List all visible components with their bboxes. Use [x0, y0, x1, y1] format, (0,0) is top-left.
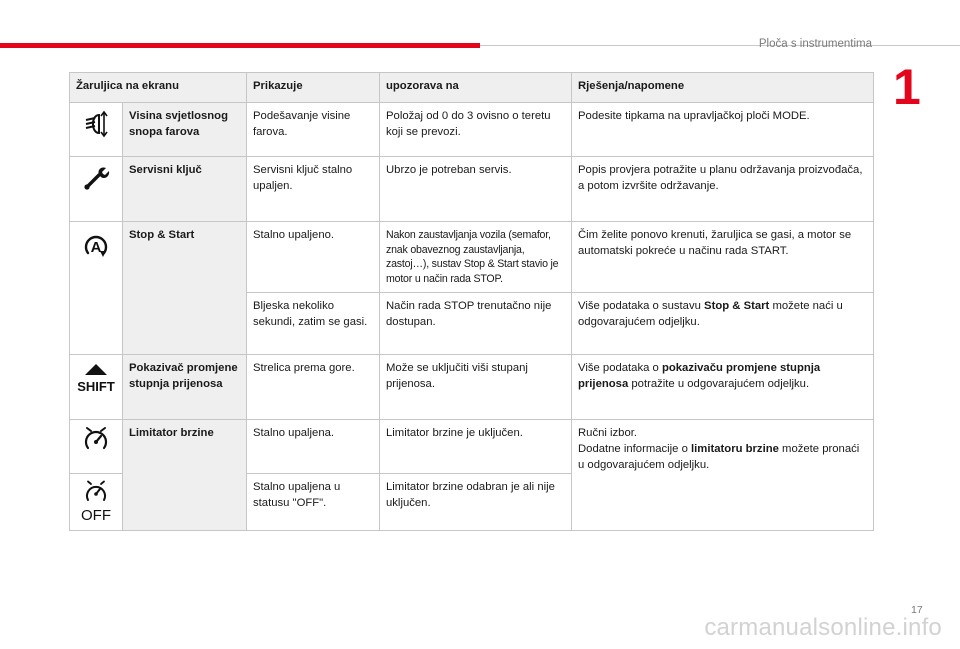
lamp-shows: Podešavanje visine farova.: [247, 103, 380, 157]
svg-text:OFF: OFF: [81, 507, 111, 525]
lamp-name: Servisni ključ: [123, 157, 247, 222]
lamp-shows: Strelica prema gore.: [247, 355, 380, 420]
table-row: [70, 157, 874, 222]
chapter-number: 1: [893, 59, 921, 115]
svg-text:SHIFT: SHIFT: [77, 379, 115, 395]
lamp-solution: Više podataka o sustavu Stop & Start možete naći u odgovarajućem odjeljku.: [572, 293, 874, 355]
lamp-shows: Stalno upaljena u statusu "OFF".: [247, 474, 380, 531]
table-row: [70, 355, 874, 420]
warning-lamps-table: [69, 72, 874, 531]
lamp-warns: Limitator brzine odabran je ali nije uključen.: [380, 474, 572, 531]
gear-shift-up-arrow-icon: [70, 355, 123, 420]
table-header-row: [70, 73, 874, 103]
lamp-warns: Način rada STOP trenutačno nije dostupan.: [380, 293, 572, 355]
header-solution: Rješenja/napomene: [572, 73, 874, 103]
lamp-solution: Ručni izbor. Dodatne informacije o limitatoru brzine možete pronaći u odgovarajućem odjeljku.: [572, 420, 874, 531]
table-row: [70, 103, 874, 157]
table-row: [70, 420, 874, 474]
watermark: carmanualsonline.info: [704, 614, 942, 641]
header-shows: Prikazuje: [247, 73, 380, 103]
header-divider: [480, 45, 960, 46]
lamp-warns: Ubrzo je potreban servis.: [380, 157, 572, 222]
lamp-name: Visina svjetlosnog snopa farova: [123, 103, 247, 157]
lamp-solution: Podesite tipkama na upravljačkoj ploči MODE.: [572, 103, 874, 157]
lamp-shows: Stalno upaljeno.: [247, 222, 380, 293]
headlamp-leveling-icon: [70, 103, 123, 157]
stop-start-icon: [70, 222, 123, 355]
lamp-solution: Više podataka o pokazivaču promjene stupnja prijenosa potražite u odgovarajućem odjeljku.: [572, 355, 874, 420]
lamp-warns: Može se uključiti viši stupanj prijenosa.: [380, 355, 572, 420]
header-lamp: Žaruljica na ekranu: [70, 73, 247, 103]
lamp-warns: Limitator brzine je uključen.: [380, 420, 572, 474]
lamp-shows: Stalno upaljena.: [247, 420, 380, 474]
lamp-name: Limitator brzine: [123, 420, 247, 531]
page-header-title: Ploča s instrumentima: [758, 38, 872, 50]
lamp-name: Stop & Start: [123, 222, 247, 355]
speed-limiter-off-icon: [70, 474, 123, 531]
lamp-shows: Bljeska nekoliko sekundi, zatim se gasi.: [247, 293, 380, 355]
page-number: 17: [911, 604, 923, 616]
lamp-warns: Nakon zaustavljanja vozila (semafor, znak obaveznog zaustavljanja, zastoj…), sustav Stop & Start stavio je motor u način rada STOP.: [380, 222, 572, 293]
lamp-solution: Čim želite ponovo krenuti, žaruljica se gasi, a motor se automatski pokreće u načinu rada START.: [572, 222, 874, 293]
lamp-solution: Popis provjera potražite u planu održavanja proizvođača, a potom izvršite održavanje.: [572, 157, 874, 222]
lamp-shows: Servisni ključ stalno upaljen.: [247, 157, 380, 222]
lamp-warns: Položaj od 0 do 3 ovisno o teretu koji se prevozi.: [380, 103, 572, 157]
header-warns: upozorava na: [380, 73, 572, 103]
lamp-name: Pokazivač promjene stupnja prijenosa: [123, 355, 247, 420]
header-accent-bar: [0, 43, 480, 48]
speed-limiter-icon: [70, 420, 123, 474]
table-row: [70, 222, 874, 293]
wrench-icon: [70, 157, 123, 222]
svg-text:A: A: [90, 239, 102, 256]
